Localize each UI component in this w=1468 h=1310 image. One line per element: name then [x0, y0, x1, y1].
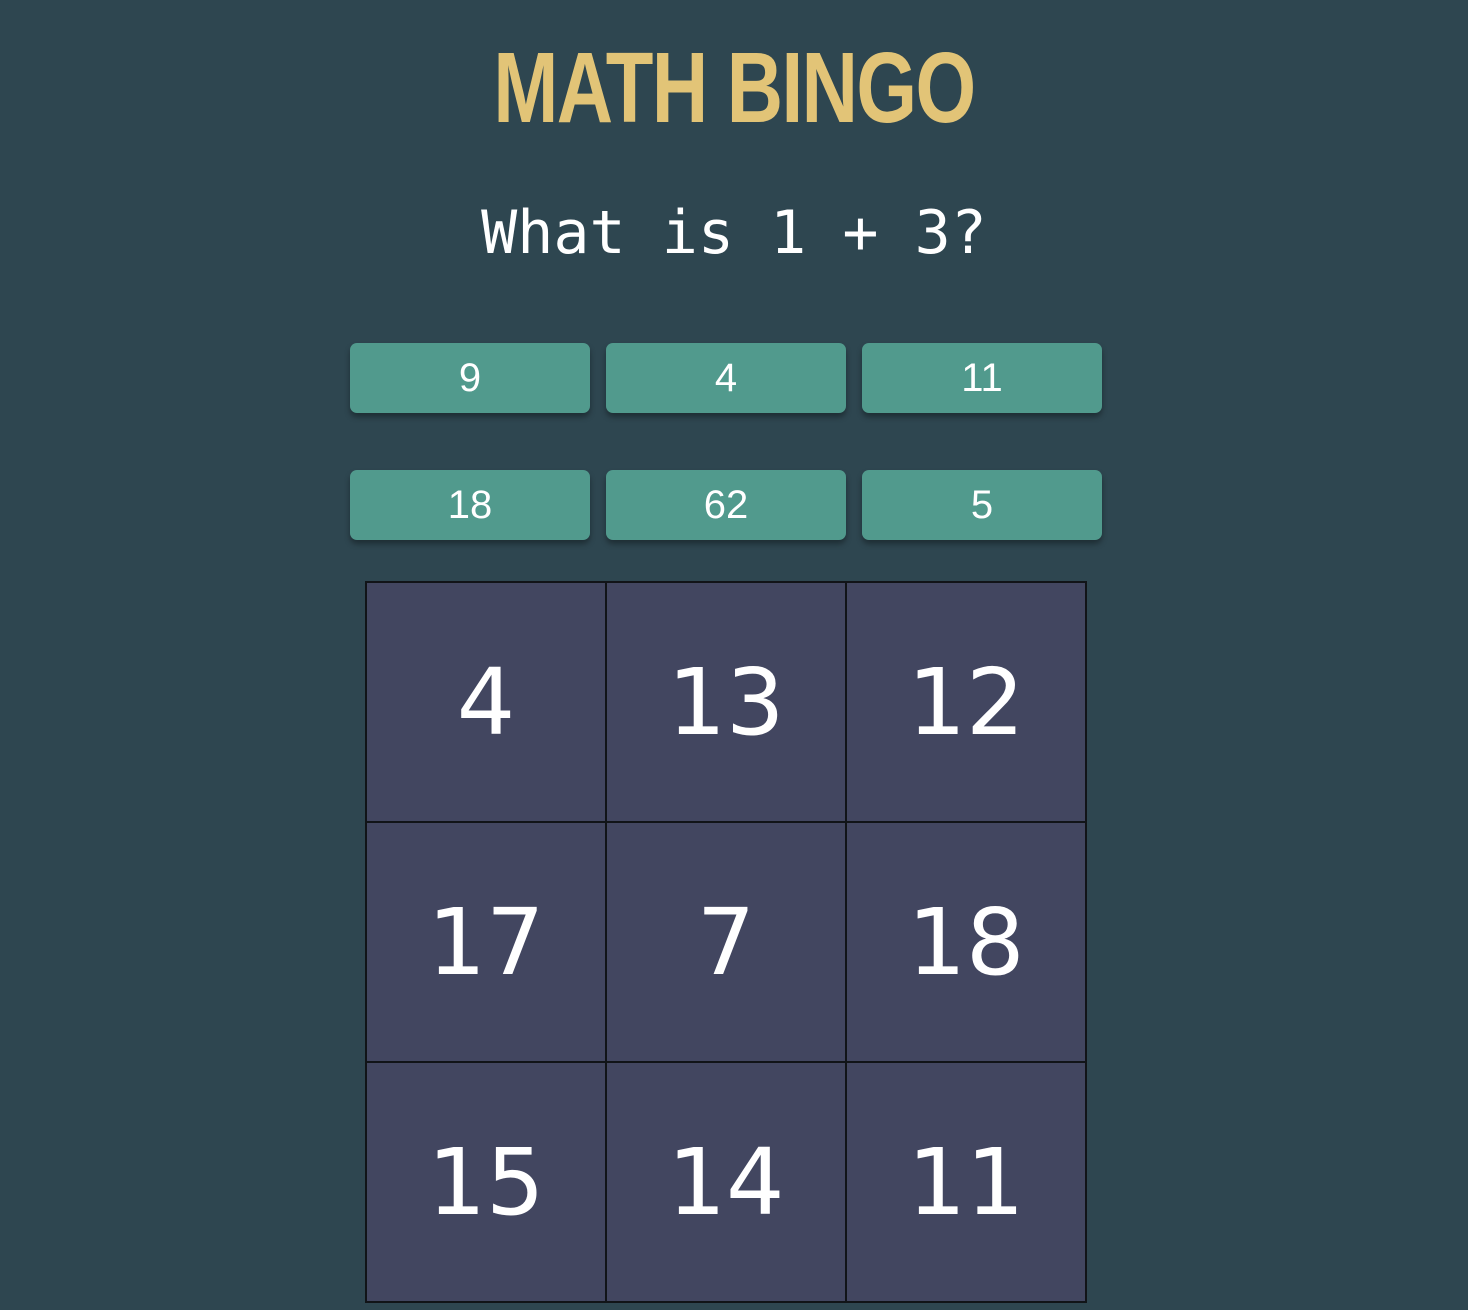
bingo-cell[interactable]: 15	[366, 1062, 606, 1302]
bingo-cell[interactable]: 13	[606, 582, 846, 822]
answer-button[interactable]: 18	[350, 470, 590, 540]
bingo-cell[interactable]: 14	[606, 1062, 846, 1302]
bingo-cell[interactable]: 18	[846, 822, 1086, 1062]
answer-button[interactable]: 9	[350, 343, 590, 413]
bingo-cell[interactable]: 4	[366, 582, 606, 822]
bingo-board	[365, 581, 1087, 1303]
bingo-cell[interactable]: 11	[846, 1062, 1086, 1302]
answer-button[interactable]: 5	[862, 470, 1102, 540]
question-text: What is 1 + 3?	[481, 198, 987, 268]
answer-button[interactable]: 4	[606, 343, 846, 413]
answer-button[interactable]: 62	[606, 470, 846, 540]
answer-button[interactable]: 11	[862, 343, 1102, 413]
bingo-cell[interactable]: 7	[606, 822, 846, 1062]
bingo-cell[interactable]: 17	[366, 822, 606, 1062]
bingo-cell[interactable]: 12	[846, 582, 1086, 822]
game-title: MATH BINGO	[493, 32, 975, 144]
